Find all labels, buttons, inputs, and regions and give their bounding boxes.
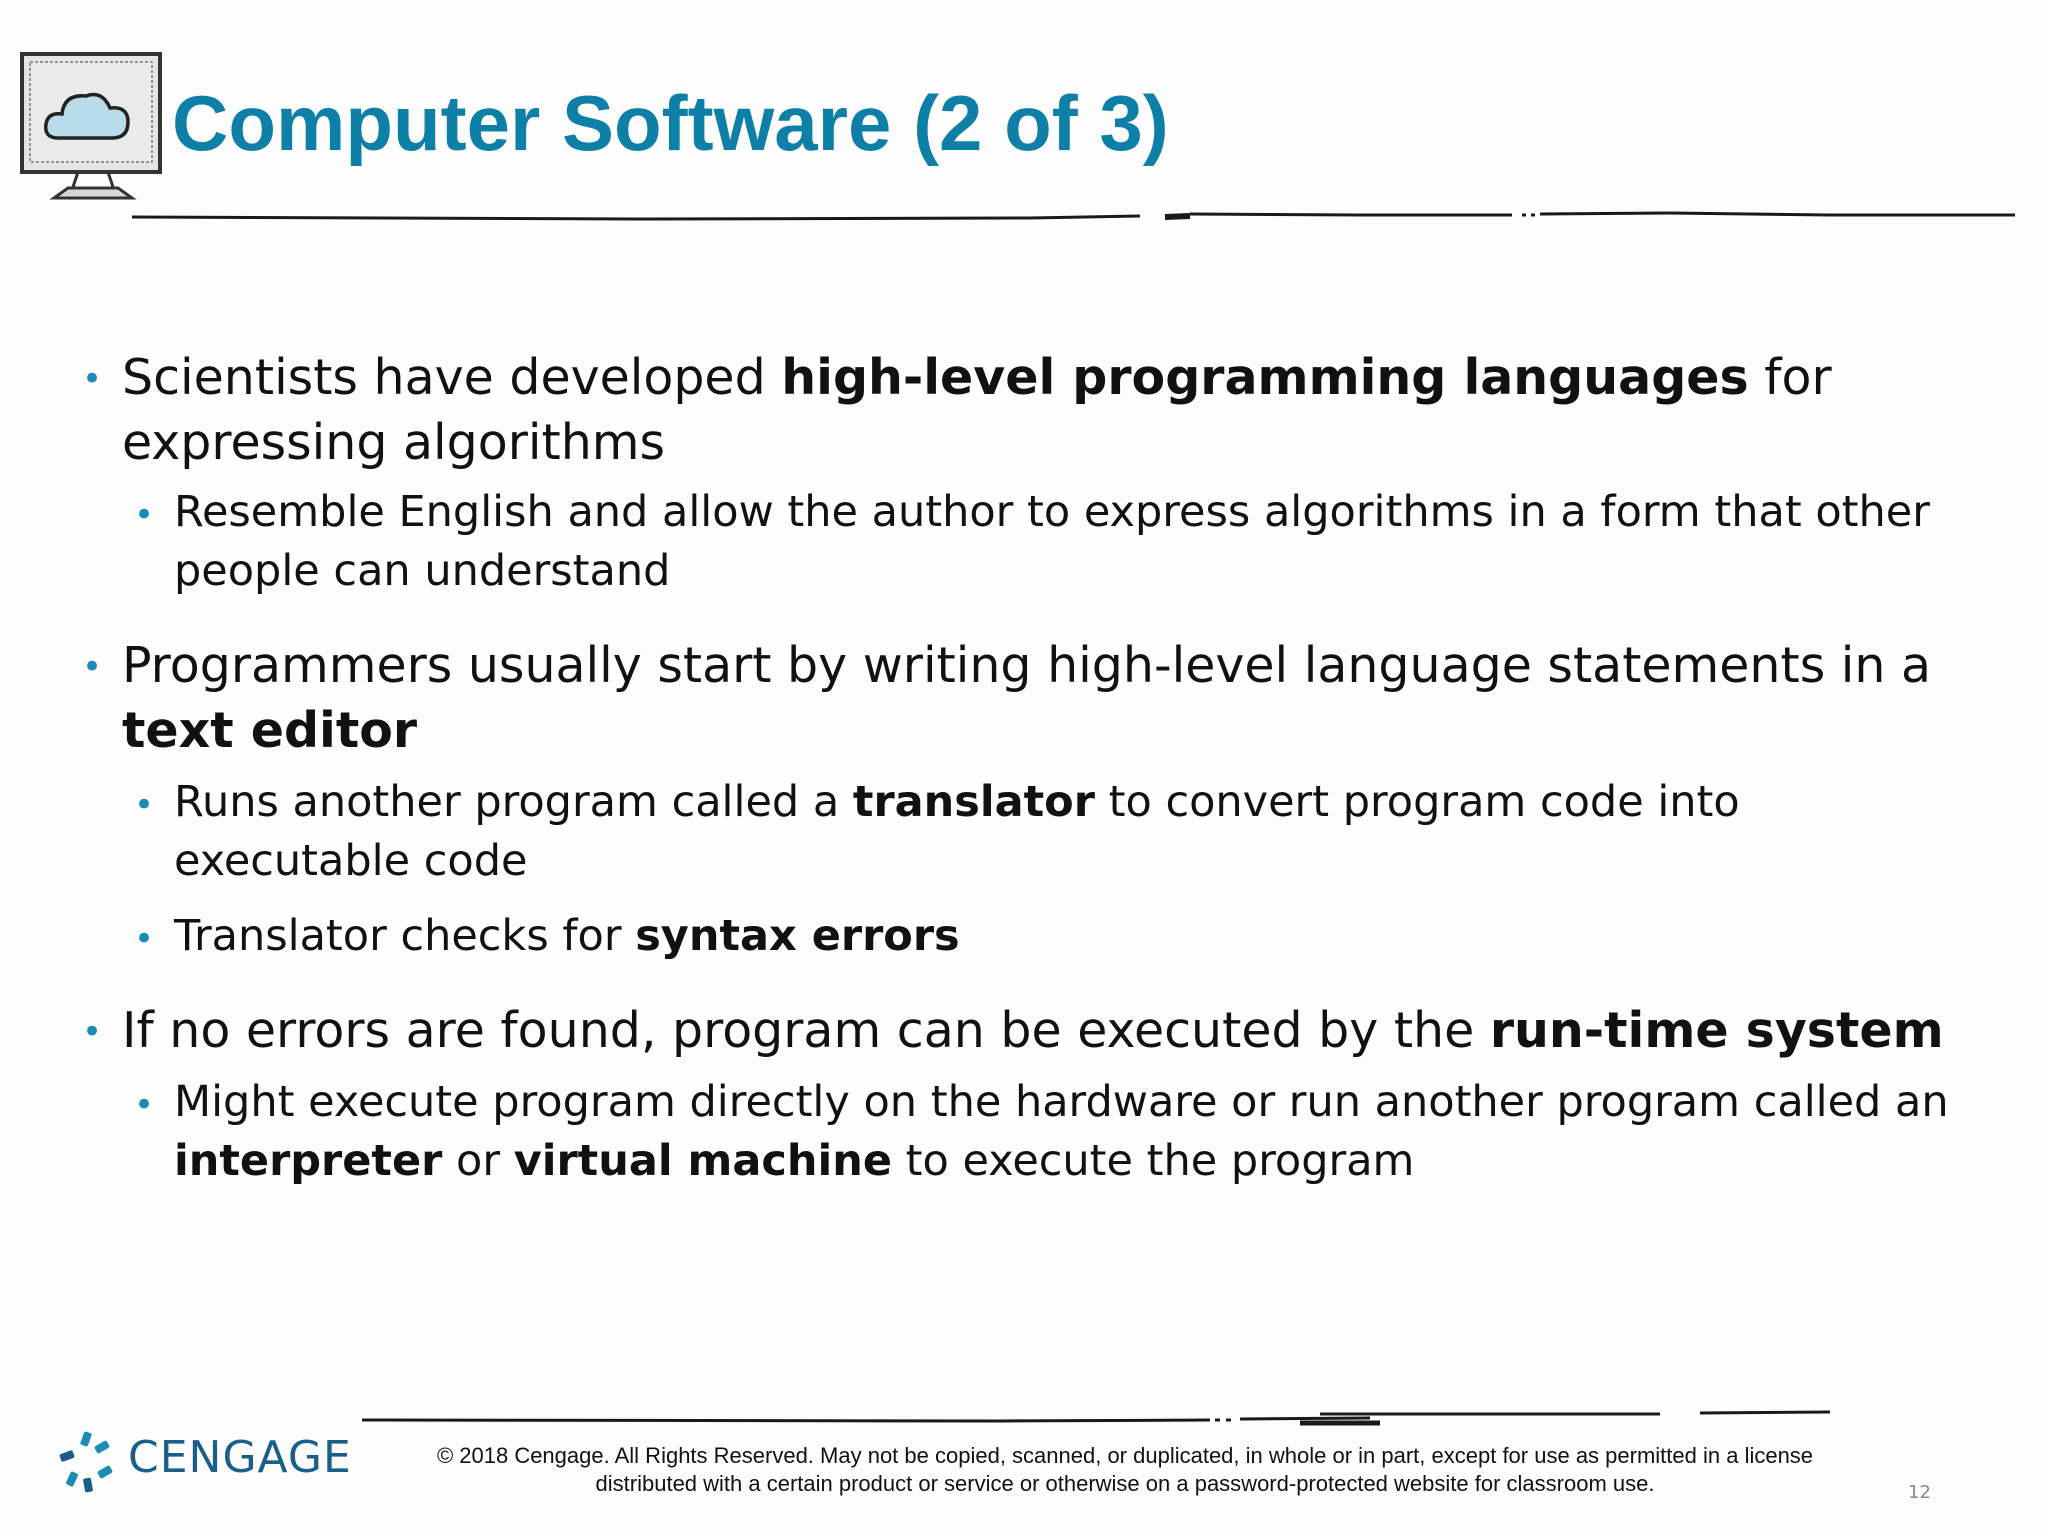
bullet-item: • Scientists have developed high-level programming languages for expressing algorithms bbox=[82, 349, 1832, 471]
footer-divider bbox=[360, 1400, 1840, 1430]
bullet-dot: • bbox=[134, 1085, 155, 1125]
bullet-dot: • bbox=[134, 919, 155, 959]
page-number: 12 bbox=[1908, 1482, 1931, 1503]
bullet-dot: • bbox=[82, 359, 103, 399]
bullet-item: • Programmers usually start by writing high-level language statements in a text editor bbox=[82, 637, 1932, 759]
cengage-logo-text: CENGAGE bbox=[128, 1432, 352, 1483]
sub-bullet-item: • Runs another program called a translator to convert program code into executable code bbox=[134, 777, 1740, 886]
bullet-dot: • bbox=[134, 495, 155, 535]
title-divider bbox=[130, 205, 2020, 225]
computer-cloud-icon bbox=[18, 50, 168, 210]
bullet-dot: • bbox=[82, 647, 103, 687]
sub-bullet-item: • Resemble English and allow the author to express algorithms in a form that other people can understand bbox=[134, 487, 1930, 596]
cengage-logo-icon bbox=[52, 1428, 132, 1498]
bullet-dot: • bbox=[82, 1012, 103, 1052]
copyright-notice: © 2018 Cengage. All Rights Reserved. May not be copied, scanned, or duplicated, in whole or in part, except for use as permitted in a license distributed with a certain product or service or otherwise on a password-protected website for classroom use. bbox=[436, 1443, 1814, 1496]
bullet-list bbox=[80, 345, 1980, 1191]
bullet-dot: • bbox=[134, 785, 155, 825]
bullet-item: • If no errors are found, program can be executed by the run-time system bbox=[82, 1002, 1944, 1059]
sub-bullet-item: • Might execute program directly on the hardware or run another program called an interpreter or virtual machine to execute the program bbox=[134, 1077, 1949, 1186]
sub-bullet-item: • Translator checks for syntax errors bbox=[134, 911, 960, 961]
slide-title: Computer Software (2 of 3) bbox=[172, 79, 1169, 167]
